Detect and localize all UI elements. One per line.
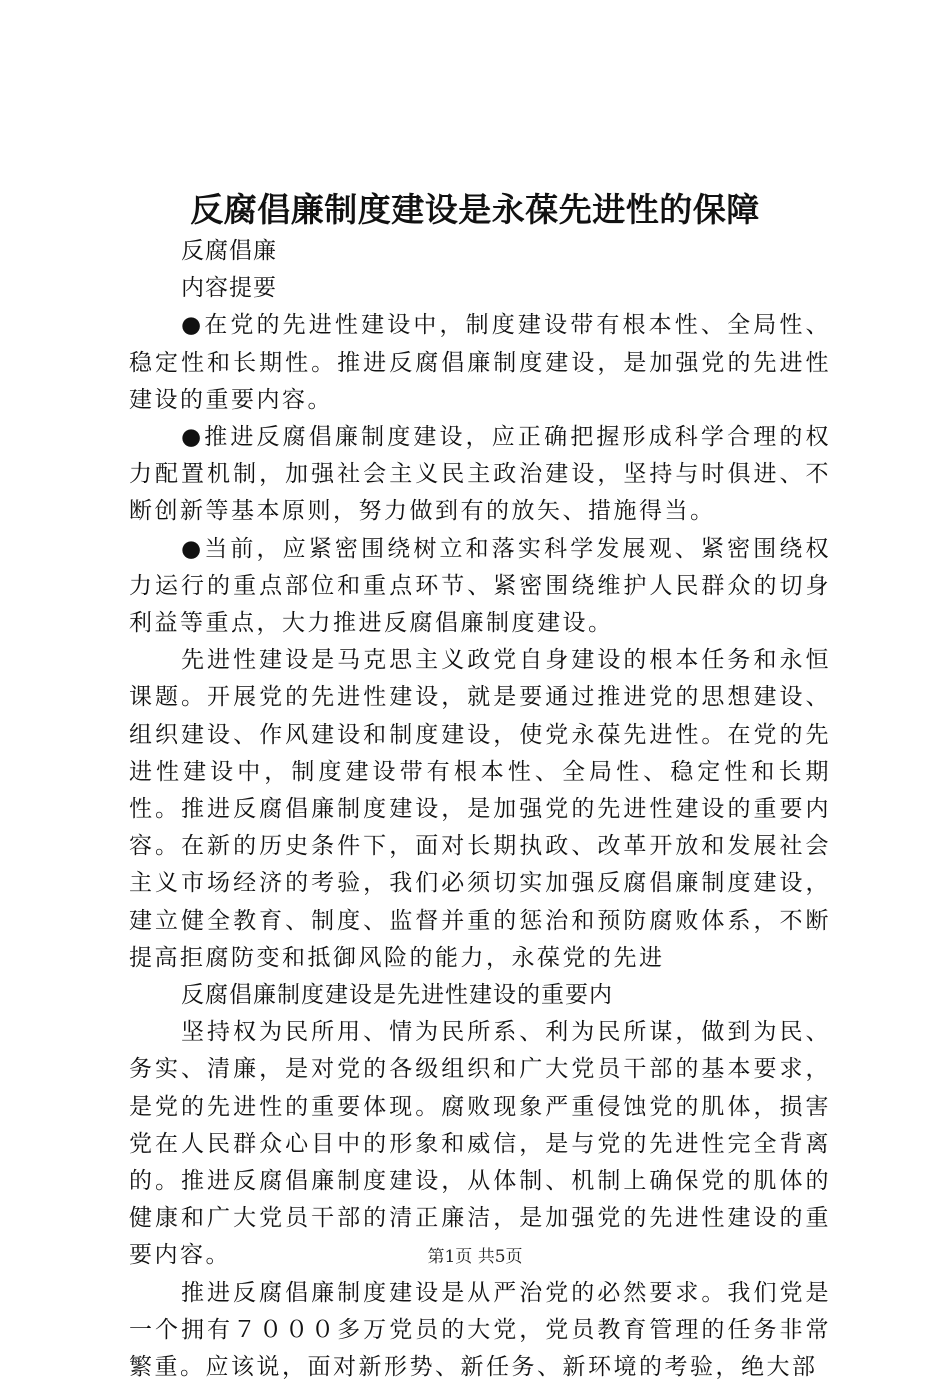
- paragraph-summary-point-1: ●在党的先进性建设中，制度建设带有根本性、全局性、稳定性和长期性。推进反腐倡廉制度建设，是加强党的先进性建设的重要内容。: [129, 312, 831, 413]
- paragraph-body-2: 坚持权为民所用、情为民所系、利为民所谋，做到为民、务实、清廉，是对党的各级组织和广大党员干部的基本要求，是党的先进性的重要体现。腐败现象严重侵蚀党的肌体，损害党在人民群众心目中的形象和威信，是与党的先进性完全背离的。推进反腐倡廉制度建设，从体制、机制上确保党的肌体的健康和广大党员干部的清正廉洁，是加强党的先进性建设的重要内容。: [129, 1019, 831, 1269]
- paragraph-summary-heading: 内容提要: [181, 275, 277, 302]
- paragraph-body-3: 推进反腐倡廉制度建设是从严治党的必然要求。我们党是一个拥有７０００多万党员的大党，党员教育管理的任务非常繁重。应该说，面对新形势、新任务、新环境的考验，绝大部: [129, 1279, 831, 1381]
- paragraph-category: 反腐倡廉: [181, 238, 277, 264]
- document-body: [129, 233, 831, 1386]
- paragraph-section-heading: 反腐倡廉制度建设是先进性建设的重要内: [181, 982, 613, 1009]
- document-title: 反腐倡廉制度建设是永葆先进性的保障: [190, 190, 760, 229]
- paragraph-summary-point-3: ●当前，应紧密围绕树立和落实科学发展观、紧密围绕权力运行的重点部位和重点环节、紧密围绕维护人民群众的切身利益等重点，大力推进反腐倡廉制度建设。: [129, 535, 831, 637]
- paragraph-body-1: 先进性建设是马克思主义政党自身建设的根本任务和永恒课题。开展党的先进性建设，就是要通过推进党的思想建设、组织建设、作风建设和制度建设，使党永葆先进性。在党的先进性建设中，制度建设带有根本性、全局性、稳定性和长期性。推进反腐倡廉制度建设，是加强党的先进性建设的重要内容。在新的历史条件下，面对长期执政、改革开放和发展社会主义市场经济的考验，我们必须切实加强反腐倡廉制度建设，建立健全教育、制度、监督并重的惩治和预防腐败体系，不断提高拒腐防变和抵御风险的能力，永葆党的先进: [129, 647, 831, 971]
- paragraph-summary-point-2: ●推进反腐倡廉制度建设，应正确把握形成科学合理的权力配置机制，加强社会主义民主政治建设，坚持与时俱进、不断创新等基本原则，努力做到有的放矢、措施得当。: [129, 424, 831, 525]
- page-number-footer: 第1页 共5页: [427, 1247, 523, 1267]
